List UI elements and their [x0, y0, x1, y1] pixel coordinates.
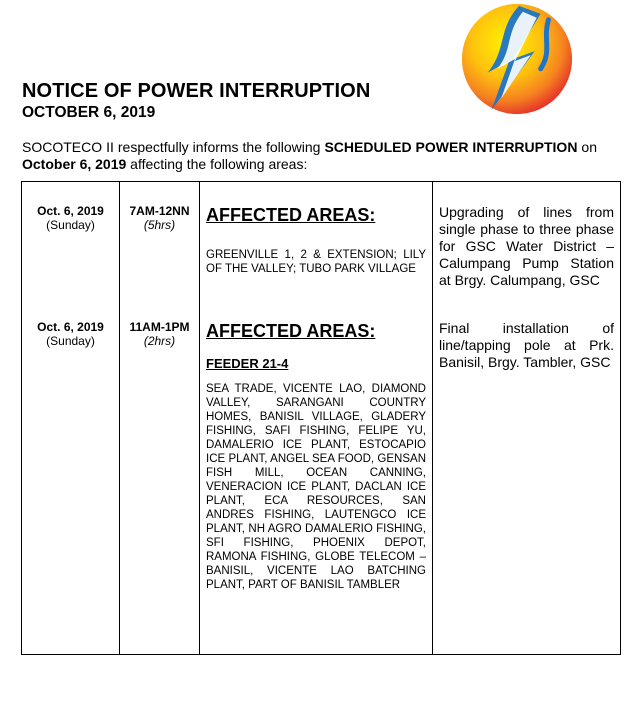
affected-areas-heading: AFFECTED AREAS: — [206, 321, 376, 341]
date-cell — [22, 320, 120, 654]
affected-areas-list: SEA TRADE, VICENTE LAO, DIAMOND VALLEY, SARANGANI COUNTRY HOMES, BANISIL VILLAGE, GLADERY FISHING, SAFI FISHING, FELIPE YU, DAMALERIO ICE PLANT, ESTOCAPIO ICE PLANT, ANGEL SEA FOOD, GENSAN FISH MILL, OCEAN CANNING, VENERACION ICE PLANT, DACLAN ICE PLANT, ECA RESOURCES, SAN ANDRES FISHING, LAUTENGCO ICE PLANT, NH AGRO DAMALERIO FISHING, SFI FISHING, PHOENIX DEPOT, RAMONA FISHING, GLOBE TELECOM – BANISIL, VICENTE LAO BATCHING PLANT, PART OF BANISIL TAMBLER — [206, 383, 426, 591]
intro-paragraph — [22, 139, 597, 173]
affected-areas-heading: AFFECTED AREAS: — [206, 205, 376, 225]
intro-highlight: SCHEDULED POWER INTERRUPTION — [324, 139, 578, 155]
areas-cell — [200, 320, 433, 654]
schedule-time: 11AM-1PM — [129, 320, 190, 334]
intro-date: October 6, 2019 — [22, 156, 127, 172]
schedule-time: 7AM-12NN — [129, 204, 190, 218]
schedule-day: (Sunday) — [46, 334, 95, 348]
table-row — [22, 320, 621, 654]
intro-suffix: affecting the following areas: — [126, 156, 308, 172]
work-description: Final installation of line/tapping pole at Prk. Banisil, Brgy. Tambler, GSC — [439, 320, 614, 370]
schedule-duration: (2hrs) — [143, 334, 176, 348]
table-end-row — [22, 654, 621, 655]
time-cell — [120, 320, 200, 654]
lightning-bolt-logo-icon — [458, 0, 576, 118]
table-row — [22, 204, 621, 320]
areas-cell — [200, 204, 433, 320]
schedule-date: Oct. 6, 2019 — [37, 320, 104, 334]
date-cell — [22, 204, 120, 320]
notice-date: OCTOBER 6, 2019 — [22, 104, 156, 121]
schedule-duration: (5hrs) — [143, 218, 176, 232]
work-description: Upgrading of lines from single phase to three phase for GSC Water District – Calumpang Pump Station at Brgy. Calumpang, GSC — [439, 204, 614, 288]
intro-prefix: SOCOTECO II respectfully informs the following — [22, 139, 325, 155]
description-cell — [433, 204, 621, 320]
notice-title: NOTICE OF POWER INTERRUPTION — [22, 80, 371, 102]
schedule-date: Oct. 6, 2019 — [37, 204, 104, 218]
schedule-day: (Sunday) — [46, 218, 95, 232]
feeder-label: FEEDER 21-4 — [206, 356, 289, 371]
time-cell — [120, 204, 200, 320]
table-spacer-row — [22, 182, 621, 205]
description-cell — [433, 320, 621, 654]
affected-areas-list: GREENVILLE 1, 2 & EXTENSION; LILY OF THE VALLEY; TUBO PARK VILLAGE — [206, 249, 426, 275]
schedule-table — [21, 181, 621, 655]
intro-mid: on — [577, 139, 597, 155]
